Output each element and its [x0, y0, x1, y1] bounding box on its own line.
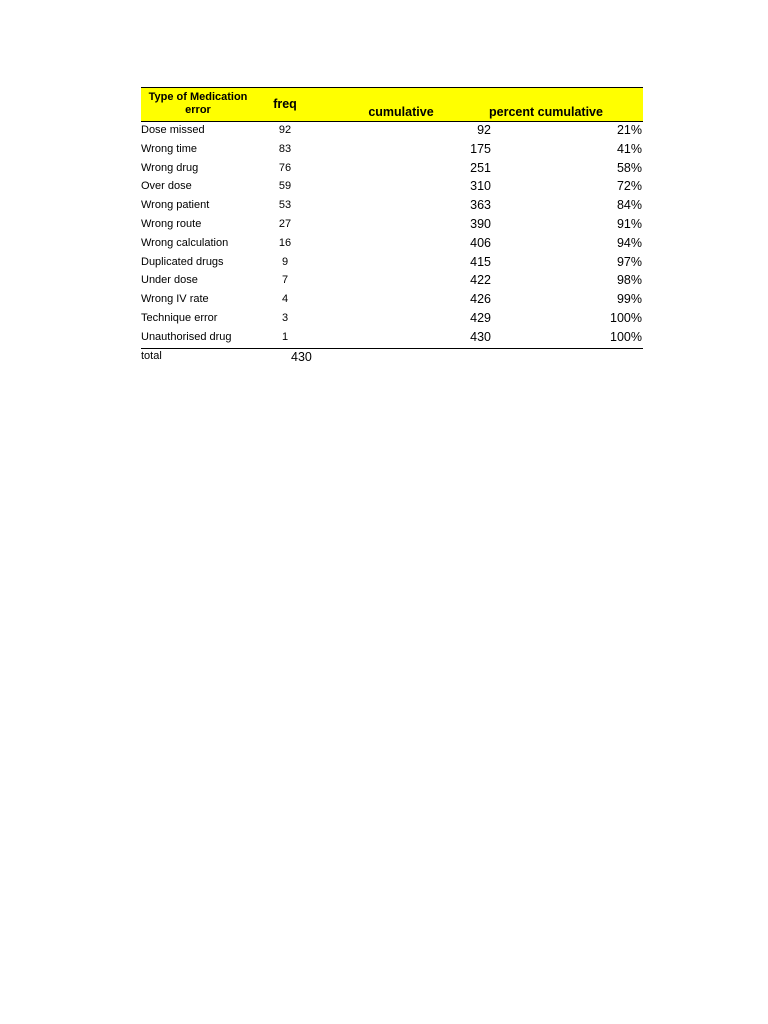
freq-cell: 3	[281, 311, 289, 324]
error-type-cell: Wrong drug	[141, 161, 199, 174]
cumulative-cell: 430	[470, 329, 491, 344]
table-row	[141, 216, 643, 235]
table-row	[141, 272, 643, 291]
table-row	[141, 178, 643, 197]
table-body	[141, 122, 643, 349]
table-row	[141, 122, 643, 141]
freq-cell: 76	[278, 161, 292, 174]
error-type-cell: Technique error	[141, 311, 218, 324]
table-row	[141, 291, 643, 310]
table-row	[141, 141, 643, 160]
total-value: 430	[291, 349, 312, 364]
cumulative-cell: 406	[470, 235, 491, 250]
freq-cell: 27	[278, 217, 292, 230]
error-type-cell: Wrong calculation	[141, 236, 229, 249]
percent-cumulative-cell: 58%	[616, 160, 642, 175]
percent-cumulative-cell: 97%	[616, 254, 642, 269]
table-row	[141, 329, 643, 349]
error-type-cell: Duplicated drugs	[141, 255, 224, 268]
freq-cell: 1	[281, 330, 289, 343]
freq-cell: 83	[278, 142, 292, 155]
error-type-cell: Wrong time	[141, 142, 198, 155]
percent-cumulative-cell: 84%	[616, 198, 642, 213]
header-percent-cumulative: percent cumulative	[489, 105, 603, 119]
freq-cell: 59	[278, 180, 292, 193]
cumulative-cell: 390	[470, 216, 491, 231]
percent-cumulative-cell: 21%	[616, 123, 642, 137]
percent-cumulative-cell: 100%	[610, 310, 642, 325]
table-row	[141, 160, 643, 179]
error-type-cell: Over dose	[141, 180, 192, 193]
table-row	[141, 310, 643, 329]
percent-cumulative-cell: 100%	[610, 329, 642, 344]
percent-cumulative-cell: 94%	[616, 235, 642, 250]
cumulative-cell: 175	[470, 141, 491, 156]
header-cumulative: cumulative	[368, 105, 434, 119]
total-label: total	[141, 349, 162, 362]
error-type-cell: Under dose	[141, 274, 198, 287]
freq-cell: 92	[278, 124, 292, 136]
error-type-cell: Unauthorised drug	[141, 330, 232, 343]
percent-cumulative-cell: 98%	[616, 273, 642, 288]
table-row	[141, 254, 643, 273]
header-freq: freq	[273, 97, 297, 111]
percent-cumulative-cell: 72%	[616, 179, 642, 194]
header-type: Type of Medication error	[148, 91, 248, 116]
cumulative-cell: 429	[470, 310, 491, 325]
cumulative-cell: 426	[470, 292, 491, 307]
cumulative-cell: 422	[470, 273, 491, 288]
table-row	[141, 197, 643, 216]
cumulative-cell: 251	[470, 160, 491, 175]
freq-cell: 4	[281, 293, 289, 306]
table-row	[141, 235, 643, 254]
cumulative-cell: 415	[470, 254, 491, 269]
freq-cell: 53	[278, 199, 292, 212]
error-type-cell: Wrong IV rate	[141, 293, 209, 306]
freq-cell: 7	[281, 274, 289, 287]
error-type-cell: Wrong route	[141, 217, 202, 230]
error-type-cell: Wrong patient	[141, 199, 210, 212]
cumulative-cell: 310	[470, 179, 491, 194]
error-type-cell: Dose missed	[141, 124, 205, 136]
percent-cumulative-cell: 99%	[616, 292, 642, 307]
cumulative-cell: 92	[477, 123, 491, 137]
percent-cumulative-cell: 41%	[616, 141, 642, 156]
medication-error-table	[141, 87, 643, 367]
freq-cell: 9	[281, 255, 289, 268]
percent-cumulative-cell: 91%	[616, 216, 642, 231]
cumulative-cell: 363	[470, 198, 491, 213]
total-row	[141, 349, 643, 367]
freq-cell: 16	[278, 236, 292, 249]
table-header	[141, 87, 643, 122]
